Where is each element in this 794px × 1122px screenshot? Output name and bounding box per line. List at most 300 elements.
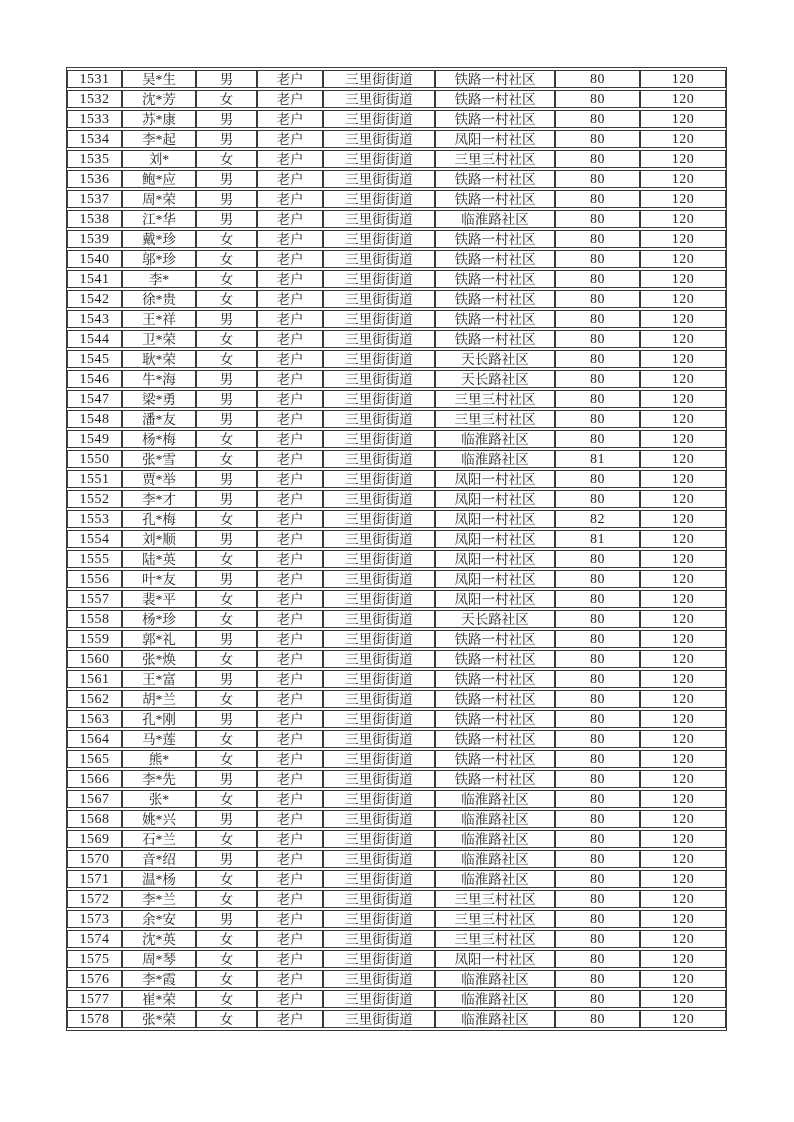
cell-household-type: 老户 <box>257 950 323 968</box>
cell-street: 三里街街道 <box>323 150 435 168</box>
cell-gender: 女 <box>196 290 257 308</box>
cell-community: 铁路一村社区 <box>435 90 555 108</box>
cell-street: 三里街街道 <box>323 290 435 308</box>
cell-value-2: 120 <box>640 330 726 348</box>
cell-seq: 1538 <box>67 210 122 228</box>
cell-seq: 1534 <box>67 130 122 148</box>
cell-value-1: 80 <box>555 630 640 648</box>
cell-gender: 男 <box>196 470 257 488</box>
cell-gender: 男 <box>196 670 257 688</box>
cell-name: 李* <box>122 270 196 288</box>
cell-gender: 女 <box>196 790 257 808</box>
cell-seq: 1536 <box>67 170 122 188</box>
cell-value-2: 120 <box>640 550 726 568</box>
cell-gender: 男 <box>196 850 257 868</box>
cell-value-1: 80 <box>555 470 640 488</box>
cell-seq: 1557 <box>67 590 122 608</box>
cell-value-2: 120 <box>640 730 726 748</box>
cell-gender: 男 <box>196 70 257 88</box>
cell-seq: 1535 <box>67 150 122 168</box>
table-row <box>67 970 726 988</box>
cell-street: 三里街街道 <box>323 750 435 768</box>
cell-value-2: 120 <box>640 210 726 228</box>
table-row <box>67 550 726 568</box>
cell-gender: 女 <box>196 350 257 368</box>
cell-value-1: 80 <box>555 130 640 148</box>
cell-value-2: 120 <box>640 170 726 188</box>
table-row <box>67 810 726 828</box>
cell-household-type: 老户 <box>257 1010 323 1028</box>
cell-value-2: 120 <box>640 670 726 688</box>
cell-value-2: 120 <box>640 690 726 708</box>
cell-household-type: 老户 <box>257 930 323 948</box>
cell-seq: 1573 <box>67 910 122 928</box>
cell-name: 刘* <box>122 150 196 168</box>
cell-street: 三里街街道 <box>323 490 435 508</box>
cell-value-2: 120 <box>640 890 726 908</box>
cell-value-2: 120 <box>640 710 726 728</box>
cell-name: 杨*珍 <box>122 610 196 628</box>
cell-value-1: 80 <box>555 330 640 348</box>
cell-value-1: 80 <box>555 950 640 968</box>
cell-street: 三里街街道 <box>323 730 435 748</box>
cell-household-type: 老户 <box>257 630 323 648</box>
cell-name: 吴*生 <box>122 70 196 88</box>
cell-value-2: 120 <box>640 930 726 948</box>
cell-community: 临淮路社区 <box>435 790 555 808</box>
cell-community: 临淮路社区 <box>435 970 555 988</box>
cell-value-1: 80 <box>555 170 640 188</box>
cell-community: 凤阳一村社区 <box>435 530 555 548</box>
cell-community: 凤阳一村社区 <box>435 130 555 148</box>
cell-street: 三里街街道 <box>323 710 435 728</box>
cell-value-2: 120 <box>640 870 726 888</box>
cell-value-1: 80 <box>555 550 640 568</box>
cell-name: 贾*举 <box>122 470 196 488</box>
cell-name: 温*杨 <box>122 870 196 888</box>
cell-seq: 1553 <box>67 510 122 528</box>
cell-street: 三里街街道 <box>323 970 435 988</box>
cell-name: 江*华 <box>122 210 196 228</box>
cell-gender: 女 <box>196 590 257 608</box>
cell-name: 沈*芳 <box>122 90 196 108</box>
cell-value-2: 120 <box>640 1010 726 1028</box>
cell-community: 三里三村社区 <box>435 390 555 408</box>
cell-value-2: 120 <box>640 830 726 848</box>
table-row <box>67 830 726 848</box>
cell-community: 铁路一村社区 <box>435 110 555 128</box>
cell-name: 郭*礼 <box>122 630 196 648</box>
cell-seq: 1574 <box>67 930 122 948</box>
cell-gender: 女 <box>196 450 257 468</box>
cell-seq: 1542 <box>67 290 122 308</box>
cell-value-2: 120 <box>640 150 726 168</box>
cell-street: 三里街街道 <box>323 910 435 928</box>
cell-value-2: 120 <box>640 190 726 208</box>
cell-value-2: 120 <box>640 650 726 668</box>
cell-street: 三里街街道 <box>323 650 435 668</box>
cell-seq: 1565 <box>67 750 122 768</box>
cell-household-type: 老户 <box>257 70 323 88</box>
table-row <box>67 910 726 928</box>
cell-value-2: 120 <box>640 250 726 268</box>
cell-street: 三里街街道 <box>323 390 435 408</box>
table-row <box>67 490 726 508</box>
cell-gender: 男 <box>196 710 257 728</box>
cell-household-type: 老户 <box>257 150 323 168</box>
cell-seq: 1554 <box>67 530 122 548</box>
cell-gender: 女 <box>196 250 257 268</box>
cell-name: 潘*友 <box>122 410 196 428</box>
cell-street: 三里街街道 <box>323 850 435 868</box>
table-row <box>67 210 726 228</box>
cell-community: 铁路一村社区 <box>435 770 555 788</box>
table-row <box>67 710 726 728</box>
cell-street: 三里街街道 <box>323 370 435 388</box>
table-row <box>67 350 726 368</box>
cell-seq: 1544 <box>67 330 122 348</box>
cell-seq: 1566 <box>67 770 122 788</box>
cell-name: 张*焕 <box>122 650 196 668</box>
cell-community: 凤阳一村社区 <box>435 550 555 568</box>
cell-community: 凤阳一村社区 <box>435 950 555 968</box>
cell-street: 三里街街道 <box>323 950 435 968</box>
cell-street: 三里街街道 <box>323 890 435 908</box>
cell-household-type: 老户 <box>257 270 323 288</box>
cell-value-1: 82 <box>555 510 640 528</box>
cell-street: 三里街街道 <box>323 190 435 208</box>
cell-gender: 男 <box>196 390 257 408</box>
cell-community: 三里三村社区 <box>435 150 555 168</box>
cell-gender: 女 <box>196 90 257 108</box>
cell-value-2: 120 <box>640 950 726 968</box>
cell-community: 铁路一村社区 <box>435 70 555 88</box>
table-row <box>67 530 726 548</box>
cell-seq: 1543 <box>67 310 122 328</box>
cell-value-1: 80 <box>555 730 640 748</box>
cell-gender: 女 <box>196 270 257 288</box>
cell-community: 临淮路社区 <box>435 1010 555 1028</box>
cell-household-type: 老户 <box>257 730 323 748</box>
cell-community: 凤阳一村社区 <box>435 570 555 588</box>
cell-name: 余*安 <box>122 910 196 928</box>
table-row <box>67 510 726 528</box>
cell-household-type: 老户 <box>257 910 323 928</box>
cell-value-2: 120 <box>640 850 726 868</box>
cell-seq: 1532 <box>67 90 122 108</box>
table-row <box>67 450 726 468</box>
cell-name: 王*祥 <box>122 310 196 328</box>
cell-gender: 女 <box>196 430 257 448</box>
cell-value-1: 80 <box>555 290 640 308</box>
cell-value-1: 80 <box>555 750 640 768</box>
cell-value-1: 80 <box>555 850 640 868</box>
resident-roster-table <box>66 67 727 1031</box>
table-row <box>67 990 726 1008</box>
cell-seq: 1570 <box>67 850 122 868</box>
cell-street: 三里街街道 <box>323 990 435 1008</box>
cell-value-1: 80 <box>555 890 640 908</box>
cell-community: 天长路社区 <box>435 350 555 368</box>
cell-community: 临淮路社区 <box>435 990 555 1008</box>
cell-gender: 女 <box>196 870 257 888</box>
cell-name: 周*荣 <box>122 190 196 208</box>
cell-household-type: 老户 <box>257 610 323 628</box>
cell-seq: 1545 <box>67 350 122 368</box>
cell-value-1: 80 <box>555 830 640 848</box>
table-row <box>67 470 726 488</box>
table-row <box>67 410 726 428</box>
cell-household-type: 老户 <box>257 990 323 1008</box>
cell-community: 铁路一村社区 <box>435 250 555 268</box>
cell-value-1: 80 <box>555 910 640 928</box>
cell-value-2: 120 <box>640 530 726 548</box>
cell-value-2: 120 <box>640 630 726 648</box>
cell-name: 李*霞 <box>122 970 196 988</box>
cell-value-2: 120 <box>640 350 726 368</box>
cell-seq: 1563 <box>67 710 122 728</box>
cell-community: 天长路社区 <box>435 610 555 628</box>
cell-street: 三里街街道 <box>323 250 435 268</box>
cell-household-type: 老户 <box>257 310 323 328</box>
cell-community: 临淮路社区 <box>435 870 555 888</box>
cell-name: 李*先 <box>122 770 196 788</box>
cell-street: 三里街街道 <box>323 410 435 428</box>
cell-street: 三里街街道 <box>323 530 435 548</box>
cell-street: 三里街街道 <box>323 670 435 688</box>
cell-value-1: 80 <box>555 970 640 988</box>
cell-name: 叶*友 <box>122 570 196 588</box>
cell-value-2: 120 <box>640 590 726 608</box>
cell-household-type: 老户 <box>257 670 323 688</box>
cell-value-1: 80 <box>555 1010 640 1028</box>
cell-value-1: 80 <box>555 930 640 948</box>
cell-value-2: 120 <box>640 130 726 148</box>
table-row <box>67 790 726 808</box>
table-row <box>67 610 726 628</box>
cell-street: 三里街街道 <box>323 270 435 288</box>
cell-street: 三里街街道 <box>323 210 435 228</box>
cell-value-2: 120 <box>640 70 726 88</box>
table-row <box>67 130 726 148</box>
cell-street: 三里街街道 <box>323 810 435 828</box>
cell-name: 裴*平 <box>122 590 196 608</box>
cell-value-1: 80 <box>555 90 640 108</box>
cell-street: 三里街街道 <box>323 170 435 188</box>
cell-household-type: 老户 <box>257 510 323 528</box>
cell-gender: 男 <box>196 130 257 148</box>
cell-household-type: 老户 <box>257 90 323 108</box>
cell-value-1: 80 <box>555 70 640 88</box>
cell-name: 孔*梅 <box>122 510 196 528</box>
cell-gender: 男 <box>196 190 257 208</box>
cell-household-type: 老户 <box>257 170 323 188</box>
cell-seq: 1531 <box>67 70 122 88</box>
cell-street: 三里街街道 <box>323 70 435 88</box>
cell-household-type: 老户 <box>257 410 323 428</box>
cell-seq: 1576 <box>67 970 122 988</box>
cell-community: 临淮路社区 <box>435 850 555 868</box>
cell-seq: 1568 <box>67 810 122 828</box>
cell-gender: 女 <box>196 750 257 768</box>
cell-street: 三里街街道 <box>323 570 435 588</box>
cell-gender: 女 <box>196 550 257 568</box>
cell-value-2: 120 <box>640 510 726 528</box>
cell-value-2: 120 <box>640 230 726 248</box>
cell-household-type: 老户 <box>257 490 323 508</box>
table-row <box>67 370 726 388</box>
cell-name: 音*绍 <box>122 850 196 868</box>
cell-value-2: 120 <box>640 990 726 1008</box>
cell-street: 三里街街道 <box>323 790 435 808</box>
table-row <box>67 950 726 968</box>
cell-street: 三里街街道 <box>323 930 435 948</box>
cell-gender: 女 <box>196 930 257 948</box>
cell-name: 熊* <box>122 750 196 768</box>
cell-seq: 1556 <box>67 570 122 588</box>
cell-value-1: 80 <box>555 210 640 228</box>
cell-value-2: 120 <box>640 430 726 448</box>
cell-household-type: 老户 <box>257 130 323 148</box>
cell-street: 三里街街道 <box>323 1010 435 1028</box>
cell-name: 沈*英 <box>122 930 196 948</box>
cell-value-2: 120 <box>640 470 726 488</box>
cell-name: 李*起 <box>122 130 196 148</box>
cell-gender: 男 <box>196 810 257 828</box>
cell-seq: 1567 <box>67 790 122 808</box>
table-row <box>67 670 726 688</box>
cell-seq: 1533 <box>67 110 122 128</box>
cell-community: 凤阳一村社区 <box>435 590 555 608</box>
cell-value-1: 80 <box>555 110 640 128</box>
cell-community: 铁路一村社区 <box>435 310 555 328</box>
cell-gender: 女 <box>196 650 257 668</box>
cell-seq: 1552 <box>67 490 122 508</box>
cell-value-2: 120 <box>640 450 726 468</box>
cell-seq: 1578 <box>67 1010 122 1028</box>
cell-community: 天长路社区 <box>435 370 555 388</box>
cell-name: 杨*梅 <box>122 430 196 448</box>
table-row <box>67 1010 726 1028</box>
cell-value-1: 80 <box>555 990 640 1008</box>
cell-community: 三里三村社区 <box>435 410 555 428</box>
cell-seq: 1569 <box>67 830 122 848</box>
cell-seq: 1551 <box>67 470 122 488</box>
cell-value-2: 120 <box>640 570 726 588</box>
cell-street: 三里街街道 <box>323 90 435 108</box>
cell-gender: 男 <box>196 410 257 428</box>
table-row <box>67 190 726 208</box>
cell-household-type: 老户 <box>257 890 323 908</box>
cell-seq: 1571 <box>67 870 122 888</box>
cell-community: 凤阳一村社区 <box>435 490 555 508</box>
cell-value-1: 80 <box>555 790 640 808</box>
cell-street: 三里街街道 <box>323 450 435 468</box>
cell-gender: 女 <box>196 990 257 1008</box>
cell-name: 崔*荣 <box>122 990 196 1008</box>
cell-household-type: 老户 <box>257 550 323 568</box>
cell-gender: 男 <box>196 770 257 788</box>
table-row <box>67 590 726 608</box>
cell-community: 临淮路社区 <box>435 450 555 468</box>
cell-gender: 男 <box>196 110 257 128</box>
cell-name: 胡*兰 <box>122 690 196 708</box>
cell-community: 凤阳一村社区 <box>435 510 555 528</box>
table-row <box>67 310 726 328</box>
cell-seq: 1541 <box>67 270 122 288</box>
cell-community: 铁路一村社区 <box>435 270 555 288</box>
cell-street: 三里街街道 <box>323 870 435 888</box>
cell-household-type: 老户 <box>257 770 323 788</box>
cell-community: 临淮路社区 <box>435 810 555 828</box>
cell-gender: 男 <box>196 910 257 928</box>
cell-household-type: 老户 <box>257 850 323 868</box>
cell-street: 三里街街道 <box>323 610 435 628</box>
cell-community: 铁路一村社区 <box>435 230 555 248</box>
cell-community: 临淮路社区 <box>435 830 555 848</box>
cell-community: 凤阳一村社区 <box>435 470 555 488</box>
cell-value-1: 80 <box>555 430 640 448</box>
cell-street: 三里街街道 <box>323 350 435 368</box>
cell-gender: 男 <box>196 210 257 228</box>
cell-community: 铁路一村社区 <box>435 730 555 748</box>
cell-value-2: 120 <box>640 310 726 328</box>
cell-community: 铁路一村社区 <box>435 330 555 348</box>
cell-gender: 女 <box>196 150 257 168</box>
cell-seq: 1562 <box>67 690 122 708</box>
cell-gender: 女 <box>196 510 257 528</box>
cell-seq: 1572 <box>67 890 122 908</box>
cell-gender: 男 <box>196 370 257 388</box>
cell-value-1: 80 <box>555 190 640 208</box>
cell-value-2: 120 <box>640 410 726 428</box>
cell-value-1: 80 <box>555 710 640 728</box>
cell-household-type: 老户 <box>257 970 323 988</box>
cell-name: 张*荣 <box>122 1010 196 1028</box>
cell-value-1: 80 <box>555 270 640 288</box>
cell-name: 梁*勇 <box>122 390 196 408</box>
cell-value-1: 80 <box>555 810 640 828</box>
table-row <box>67 290 726 308</box>
cell-household-type: 老户 <box>257 230 323 248</box>
cell-value-2: 120 <box>640 490 726 508</box>
cell-household-type: 老户 <box>257 350 323 368</box>
cell-name: 孔*刚 <box>122 710 196 728</box>
cell-street: 三里街街道 <box>323 110 435 128</box>
table-row <box>67 390 726 408</box>
cell-value-1: 80 <box>555 870 640 888</box>
table-row <box>67 750 726 768</box>
cell-community: 铁路一村社区 <box>435 670 555 688</box>
cell-seq: 1559 <box>67 630 122 648</box>
cell-street: 三里街街道 <box>323 630 435 648</box>
table-row <box>67 770 726 788</box>
cell-name: 徐*贵 <box>122 290 196 308</box>
cell-seq: 1547 <box>67 390 122 408</box>
cell-value-1: 80 <box>555 150 640 168</box>
cell-household-type: 老户 <box>257 450 323 468</box>
cell-gender: 女 <box>196 830 257 848</box>
cell-household-type: 老户 <box>257 430 323 448</box>
cell-name: 石*兰 <box>122 830 196 848</box>
cell-community: 三里三村社区 <box>435 910 555 928</box>
table-row <box>67 850 726 868</box>
cell-value-2: 120 <box>640 270 726 288</box>
cell-household-type: 老户 <box>257 290 323 308</box>
table-row <box>67 630 726 648</box>
cell-value-1: 80 <box>555 370 640 388</box>
cell-street: 三里街街道 <box>323 130 435 148</box>
